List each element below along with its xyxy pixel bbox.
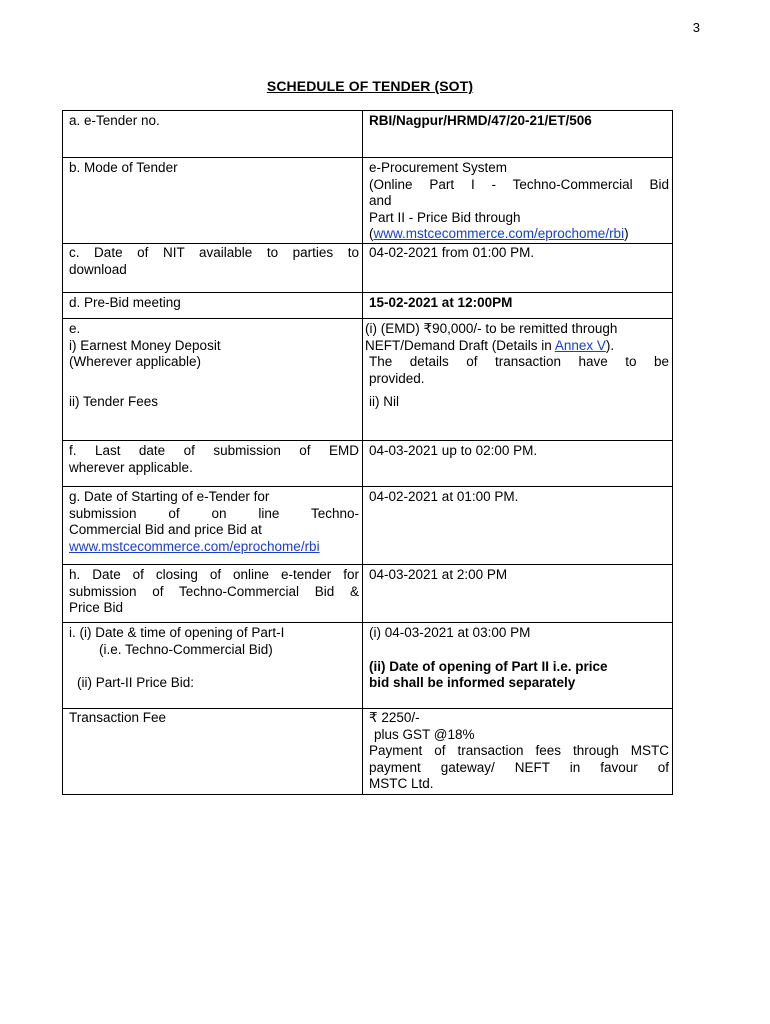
mode-value: e-Procurement System (Online Part I - Techno-Commercial Bid and Part II - Price Bid through (www.mstcecommerce.com/eprochome/rbi) xyxy=(363,158,673,244)
schedule-of-tender-table xyxy=(62,110,673,795)
emd-value: (i) (EMD) ₹90,000/- to be remitted through NEFT/Demand Draft (Details in Annex V). The details of transaction have to be provided. ii) Nil xyxy=(363,319,673,441)
table-row xyxy=(63,111,673,158)
start-value: 04-02-2021 at 01:00 PM. xyxy=(363,487,673,565)
nit-value: 04-02-2021 from 01:00 PM. xyxy=(363,244,673,293)
prebid-label: d. Pre-Bid meeting xyxy=(63,293,363,319)
table-row xyxy=(63,623,673,709)
tender-no-label: a. e-Tender no. xyxy=(63,111,363,158)
table-row xyxy=(63,244,673,293)
page-number: 3 xyxy=(692,20,700,35)
page-title: SCHEDULE OF TENDER (SOT) xyxy=(266,78,474,94)
table-row xyxy=(63,487,673,565)
tender-no-value: RBI/Nagpur/HRMD/47/20-21/ET/506 xyxy=(363,111,673,158)
last-date-label: f. Last date of submission of EMD wherever applicable. xyxy=(63,441,363,487)
transaction-fee-label: Transaction Fee xyxy=(63,709,363,795)
transaction-fee-value: ₹ 2250/- plus GST @18% Payment of transaction fees through MSTC payment gateway/ NEFT in favour of MSTC Ltd. xyxy=(363,709,673,795)
table-row xyxy=(63,565,673,623)
mode-label: b. Mode of Tender xyxy=(63,158,363,244)
opening-value: (i) 04-03-2021 at 03:00 PM (ii) Date of opening of Part II i.e. price bid shall be informed separately xyxy=(363,623,673,709)
emd-label: e. i) Earnest Money Deposit (Wherever applicable) ii) Tender Fees xyxy=(63,319,363,441)
closing-label: h. Date of closing of online e-tender for submission of Techno-Commercial Bid & Price Bid xyxy=(63,565,363,623)
closing-value: 04-03-2021 at 2:00 PM xyxy=(363,565,673,623)
table-row xyxy=(63,293,673,319)
table-row xyxy=(63,709,673,795)
nit-label: c. Date of NIT available to parties to download xyxy=(63,244,363,293)
start-label: g. Date of Starting of e-Tender for submission of on line Techno- Commercial Bid and price Bid at www.mstcecommerce.com/eprochome/rbi xyxy=(63,487,363,565)
table-row xyxy=(63,441,673,487)
annex-v-link[interactable]: Annex V xyxy=(554,337,606,353)
table-row xyxy=(63,158,673,244)
mstc-portal-link-2[interactable]: www.mstcecommerce.com/eprochome/rbi xyxy=(69,538,320,554)
mstc-portal-link[interactable]: www.mstcecommerce.com/eprochome/rbi xyxy=(373,226,625,242)
last-date-value: 04-03-2021 up to 02:00 PM. xyxy=(363,441,673,487)
prebid-value: 15-02-2021 at 12:00PM xyxy=(363,293,673,319)
table-row xyxy=(63,319,673,441)
opening-label: i. (i) Date & time of opening of Part-I (i.e. Techno-Commercial Bid) (ii) Part-II Price Bid: xyxy=(63,623,363,709)
